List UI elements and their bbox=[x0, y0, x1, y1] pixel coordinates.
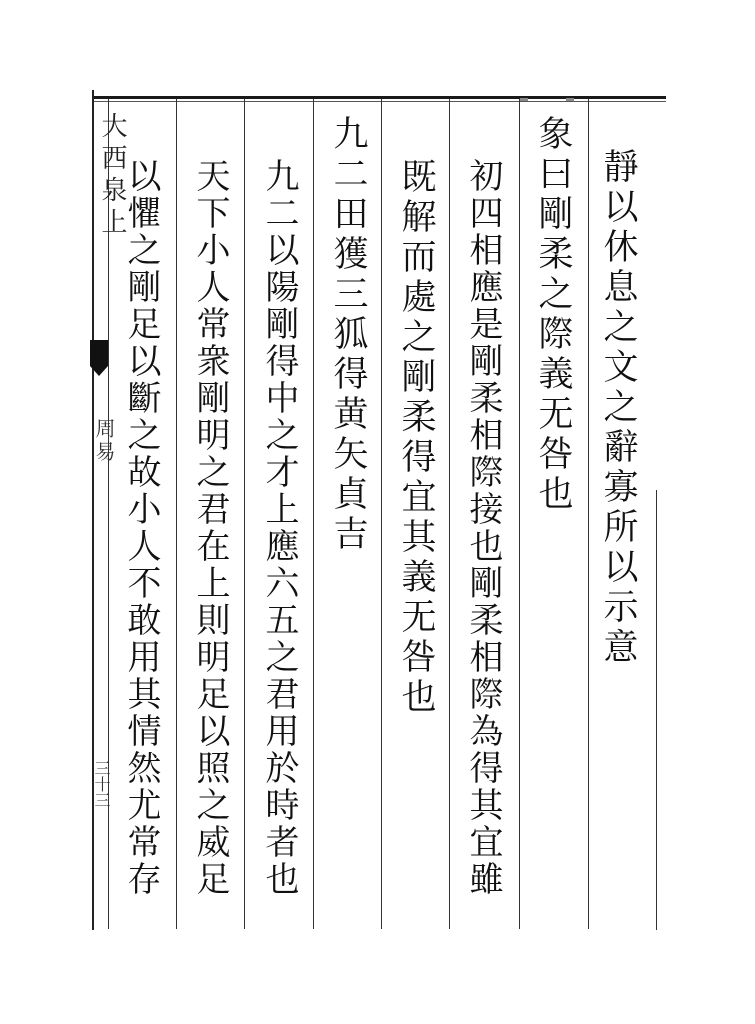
text-column-6: 九二以陽剛得中之才上應六五之君用於時者也 bbox=[259, 158, 299, 898]
text-column-3: 初四相應是剛柔相際接也剛柔相際為得其宜雖 bbox=[463, 158, 503, 898]
margin-title: 大西泉上 bbox=[97, 112, 127, 240]
ink-speck bbox=[566, 98, 574, 101]
text-column-4: 既解而處之剛柔得宜其義无咎也 bbox=[396, 158, 436, 718]
column-divider bbox=[244, 99, 245, 929]
text-column-2: 象曰剛柔之際義无咎也 bbox=[533, 115, 573, 515]
column-divider bbox=[519, 99, 520, 929]
column-divider bbox=[176, 99, 177, 929]
column-divider bbox=[449, 99, 450, 929]
text-column-8: 以懼之剛足以斷之故小人不敢用其情然尤常存 bbox=[121, 158, 161, 898]
margin-subtitle: 周易 bbox=[92, 418, 116, 464]
text-column-5: 九二田獲三狐得黄矢貞吉 bbox=[328, 115, 368, 555]
ink-speck bbox=[520, 98, 528, 101]
page-number: 三十三 bbox=[92, 760, 111, 808]
column-divider bbox=[381, 99, 382, 929]
column-divider bbox=[313, 99, 314, 929]
column-divider bbox=[656, 490, 657, 930]
text-column-7: 天下小人常衆剛明之君在上則明足以照之威足 bbox=[190, 158, 230, 898]
column-divider bbox=[588, 99, 589, 929]
text-column-1: 靜以休息之文之辭寡所以示意 bbox=[598, 148, 638, 668]
fish-tail-mark bbox=[90, 340, 108, 366]
top-border-rule bbox=[92, 96, 666, 99]
top-border-rule-thin bbox=[92, 101, 666, 102]
